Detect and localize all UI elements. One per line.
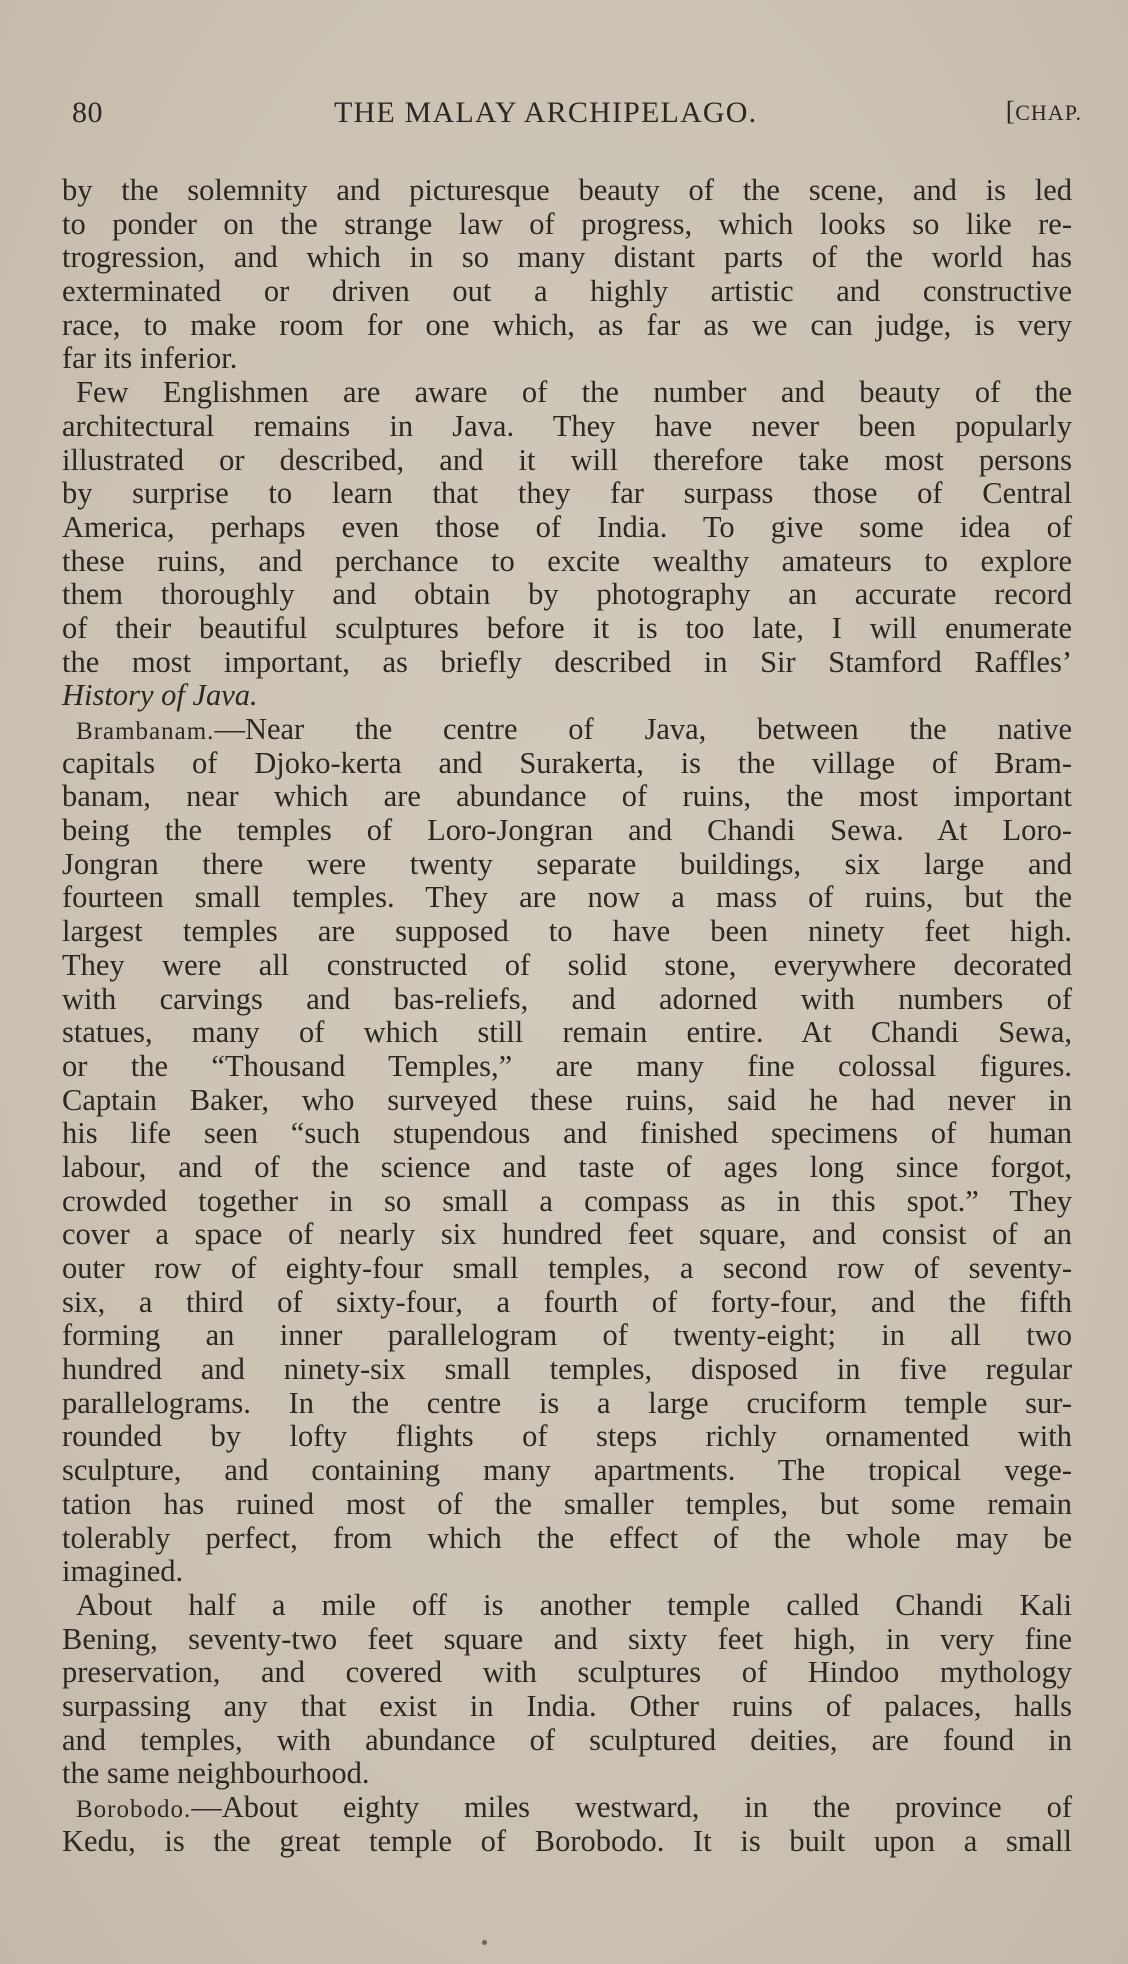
text-line [62, 1690, 1072, 1724]
line-text: rounded by lofty flights of steps richly ornamented with [62, 1419, 1072, 1454]
line-text: to ponder on the strange law of progress, which looks so like re- [62, 206, 1072, 241]
line-text: History of Java. [62, 678, 258, 713]
line-text: trogression, and which in so many distant parts of the world has [62, 240, 1072, 275]
line-text: preservation, and covered with sculptures of Hindoo mythology [62, 1655, 1072, 1690]
line-text: parallelograms. In the centre is a large cruciform temple sur- [62, 1385, 1072, 1420]
text-line [62, 1623, 1072, 1657]
line-text: the most important, as briefly described in Sir Stamford Raffles’ [62, 644, 1072, 679]
line-text: America, perhaps even those of India. To give some idea of [62, 509, 1072, 544]
text-line [62, 713, 1072, 747]
line-text: his life seen “such stupendous and finished specimens of human [62, 1116, 1072, 1151]
text-line [62, 747, 1072, 781]
line-text: Jongran there were twenty separate buildings, six large and [62, 846, 1072, 881]
text-line [62, 679, 1072, 713]
text-line [62, 1454, 1072, 1488]
section-heading: Brambanam. [76, 718, 215, 745]
line-text: Few Englishmen are aware of the number and beauty of the [76, 375, 1072, 410]
text-line [62, 578, 1072, 612]
text-line [62, 1656, 1072, 1690]
text-line [62, 1218, 1072, 1252]
text-line [62, 1050, 1072, 1084]
line-text: cover a space of nearly six hundred feet square, and consist of an [62, 1217, 1072, 1252]
page-number: 80 [72, 96, 103, 129]
text-line [62, 511, 1072, 545]
text-line [62, 646, 1072, 680]
line-text: —About eighty miles westward, in the province of [191, 1790, 1072, 1824]
line-text: statues, many of which still remain entire. At Chandi Sewa, [62, 1015, 1072, 1050]
line-text: these ruins, and perchance to excite wealthy amateurs to explore [62, 543, 1072, 578]
text-line [62, 410, 1072, 444]
line-text: crowded together in so small a compass as in this spot.” They [62, 1183, 1072, 1218]
text-line [62, 342, 1072, 376]
text-line [62, 1319, 1072, 1353]
text-line [62, 1117, 1072, 1151]
line-text: banam, near which are abundance of ruins, the most important [62, 779, 1072, 814]
text-line [62, 545, 1072, 579]
line-text: Captain Baker, who surveyed these ruins, said he had never in [62, 1082, 1072, 1117]
line-text: of their beautiful sculptures before it is too late, I will enumerate [62, 610, 1072, 645]
text-line [62, 1555, 1072, 1589]
text-line [62, 1522, 1072, 1556]
text-line [62, 1185, 1072, 1219]
text-line [62, 275, 1072, 309]
text-line [62, 1252, 1072, 1286]
text-line [62, 174, 1072, 208]
line-text: largest temples are supposed to have been ninety feet high. [62, 914, 1072, 949]
page-header [72, 96, 1082, 136]
line-text: architectural remains in Java. They have never been popularly [62, 408, 1072, 443]
line-text: the same neighbourhood. [62, 1756, 370, 1791]
text-line [62, 1724, 1072, 1758]
line-text: by surprise to learn that they far surpass those of Central [62, 476, 1072, 511]
line-text: sculpture, and containing many apartments. The tropical vege- [62, 1453, 1072, 1488]
section-heading: Borobodo. [76, 1796, 192, 1823]
line-text: —Near the centre of Java, between the native [214, 712, 1072, 746]
text-line [62, 1757, 1072, 1791]
line-text: far its inferior. [62, 341, 238, 376]
line-text: They were all constructed of solid stone, everywhere decorated [62, 947, 1072, 982]
text-line [62, 444, 1072, 478]
line-text: capitals of Djoko-kerta and Surakerta, is the village of Bram- [62, 745, 1072, 780]
text-line [62, 915, 1072, 949]
text-line [62, 881, 1072, 915]
text-line [62, 1825, 1072, 1859]
text-line [62, 1084, 1072, 1118]
line-text: six, a third of sixty-four, a fourth of forty-four, and the fifth [62, 1284, 1072, 1319]
chapter-label: [CHAP. [1005, 96, 1082, 126]
text-line [62, 949, 1072, 983]
line-text: outer row of eighty-four small temples, a second row of seventy- [62, 1251, 1072, 1285]
line-text: exterminated or driven out a highly artistic and constructive [62, 274, 1072, 309]
line-text: or the “Thousand Temples,” are many fine colossal figures. [62, 1048, 1072, 1083]
line-text: illustrated or described, and it will therefore take most persons [62, 442, 1072, 477]
text-line [62, 1353, 1072, 1387]
text-line [62, 477, 1072, 511]
line-text: Bening, seventy-two feet square and sixty feet high, in very fine [62, 1621, 1072, 1656]
line-text: with carvings and bas-reliefs, and adorned with numbers of [62, 981, 1072, 1016]
text-line [62, 1791, 1072, 1825]
line-text: them thoroughly and obtain by photography an accurate record [62, 577, 1072, 612]
line-text: imagined. [62, 1554, 184, 1589]
line-text: tolerably perfect, from which the effect of the whole may be [62, 1520, 1072, 1555]
line-text: About half a mile off is another temple called Chandi Kali [76, 1587, 1072, 1622]
text-line [62, 1387, 1072, 1421]
line-text: surpassing any that exist in India. Other ruins of palaces, halls [62, 1688, 1072, 1723]
text-line [62, 848, 1072, 882]
text-line [62, 983, 1072, 1017]
line-text: tation has ruined most of the smaller temples, but some remain [62, 1486, 1072, 1521]
text-line [62, 1151, 1072, 1185]
text-line [62, 780, 1072, 814]
text-line [62, 376, 1072, 410]
text-line [62, 1420, 1072, 1454]
text-line [62, 241, 1072, 275]
text-line [62, 208, 1072, 242]
line-text: labour, and of the science and taste of ages long since forgot, [62, 1149, 1072, 1184]
line-text: Kedu, is the great temple of Borobodo. It is built upon a small [62, 1823, 1072, 1858]
running-title: THE MALAY ARCHIPELAGO. [334, 96, 758, 129]
text-line [62, 1589, 1072, 1623]
body-text [62, 174, 1072, 1858]
line-text: and temples, with abundance of sculptured deities, are found in [62, 1722, 1072, 1757]
ink-speck [482, 1940, 487, 1945]
text-line [62, 309, 1072, 343]
text-line [62, 1488, 1072, 1522]
line-text: forming an inner parallelogram of twenty-eight; in all two [62, 1318, 1072, 1353]
line-text: being the temples of Loro-Jongran and Chandi Sewa. At Loro- [62, 813, 1072, 848]
text-line [62, 814, 1072, 848]
text-line [62, 1016, 1072, 1050]
line-text: race, to make room for one which, as far as we can judge, is very [62, 307, 1072, 342]
text-line [62, 1286, 1072, 1320]
line-text: by the solemnity and picturesque beauty of the scene, and is led [62, 173, 1072, 207]
line-text: hundred and ninety-six small temples, disposed in five regular [62, 1352, 1072, 1387]
text-line [62, 612, 1072, 646]
line-text: fourteen small temples. They are now a mass of ruins, but the [62, 880, 1072, 915]
